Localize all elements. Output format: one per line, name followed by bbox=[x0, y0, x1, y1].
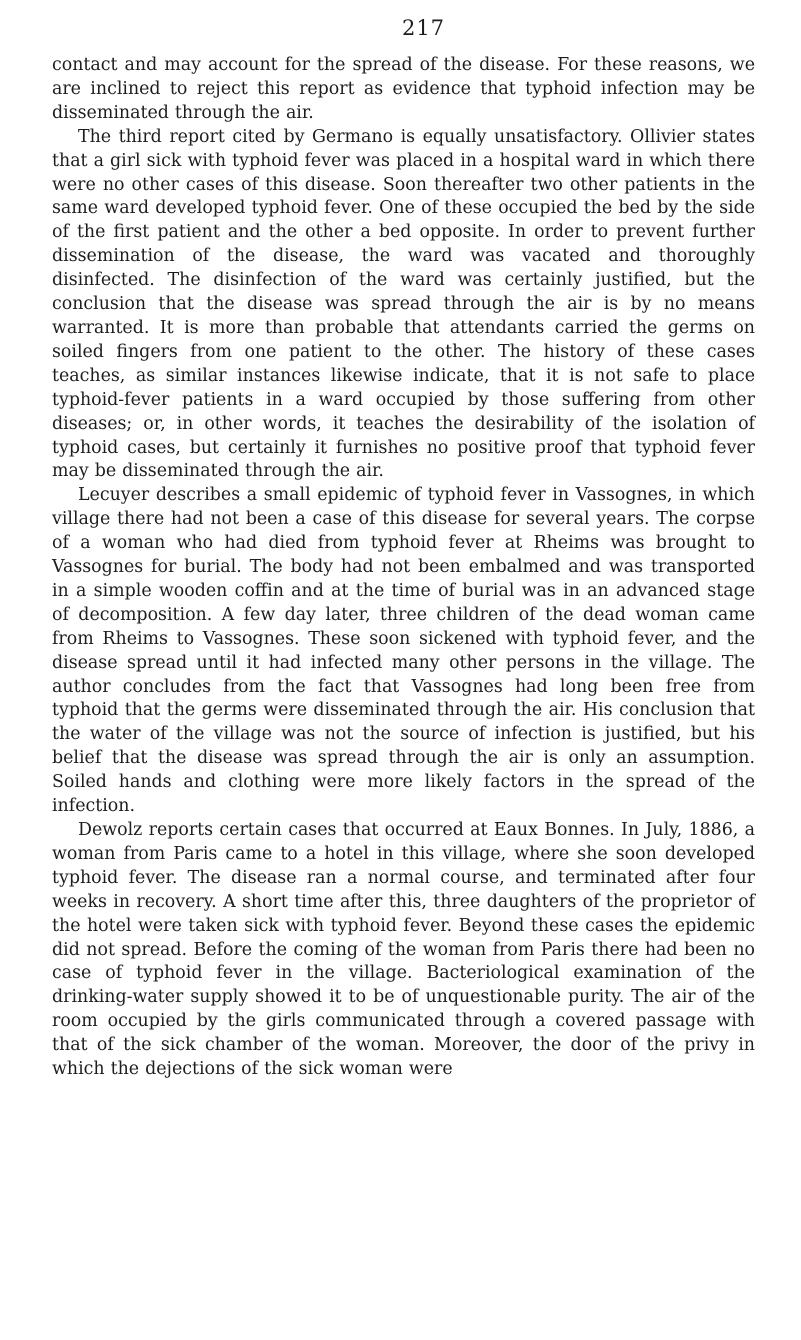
page-number: 217 bbox=[401, 16, 446, 40]
paragraph-germano-ollivier: The third report cited by Germano is equally unsatisfactory. Ollivier states that a girl sick with typhoid fever was placed in a hospital ward in which there were no other cases of this disease. Soon thereafter two other patients in the same ward developed typhoid fever. One of these occupied the bed by the side of the first patient and the other a bed opposite. In order to prevent further dissemination of the disease, the ward was vacated and thoroughly disinfected. The disinfection of the ward was certainly justified, but the conclusion that the disease was spread through the air is by no means warranted. It is more than probable that attendants carried the germs on soiled fingers from one patient to the other. The history of these cases teaches, as similar instances likewise indicate, that it is not safe to place typhoid-fever patients in a ward occupied by those suffering from other diseases; or, in other words, it teaches the desirability of the isolation of typhoid cases, but certainly it furnishes no positive proof that typhoid fever may be disseminated through the air. bbox=[52, 126, 755, 482]
paragraph-dewolz: Dewolz reports certain cases that occurred at Eaux Bonnes. In July, 1886, a woman from Paris came to a hotel in this village, where she soon developed typhoid fever. The disease ran a normal course, and terminated after four weeks in recovery. A short time after this, three daughters of the proprietor of the hotel were taken sick with typhoid fever. Beyond these cases the epidemic did not spread. Before the coming of the woman from Paris there had been no case of typhoid fever in the village. Bacteriological examination of the drinking-water supply showed it to be of unquestionable purity. The air of the room occupied by the girls communicated through a covered passage with that of the sick chamber of the woman. Moreover, the door of the privy in which the dejections of the sick woman were bbox=[52, 820, 755, 1080]
paragraph-lecuyer: Lecuyer describes a small epidemic of typhoid fever in Vassognes, in which village there had not been a case of this disease for several years. The corpse of a woman who had died from typhoid fever at Rheims was brought to Vassognes for burial. The body had not been embalmed and was transported in a simple wooden coffin and at the time of burial was in an advanced stage of decomposition. A few day later, three children of the dead woman came from Rheims to Vassognes. These soon sickened with typhoid fever, and the disease spread until it had infected many other persons in the village. The author concludes from the fact that Vassognes had long been free from typhoid that the germs were disseminated through the air. His conclusion that the water of the village was not the source of infection is justified, but his belief that the disease was spread through the air is only an assumption. Soiled hands and clothing were more likely factors in the spread of the infection. bbox=[52, 485, 755, 817]
paragraph-continuation: contact and may account for the spread of the disease. For these reasons, we are inclined to reject this report as evidence that typhoid infection may be disseminated through the air. bbox=[52, 55, 755, 123]
